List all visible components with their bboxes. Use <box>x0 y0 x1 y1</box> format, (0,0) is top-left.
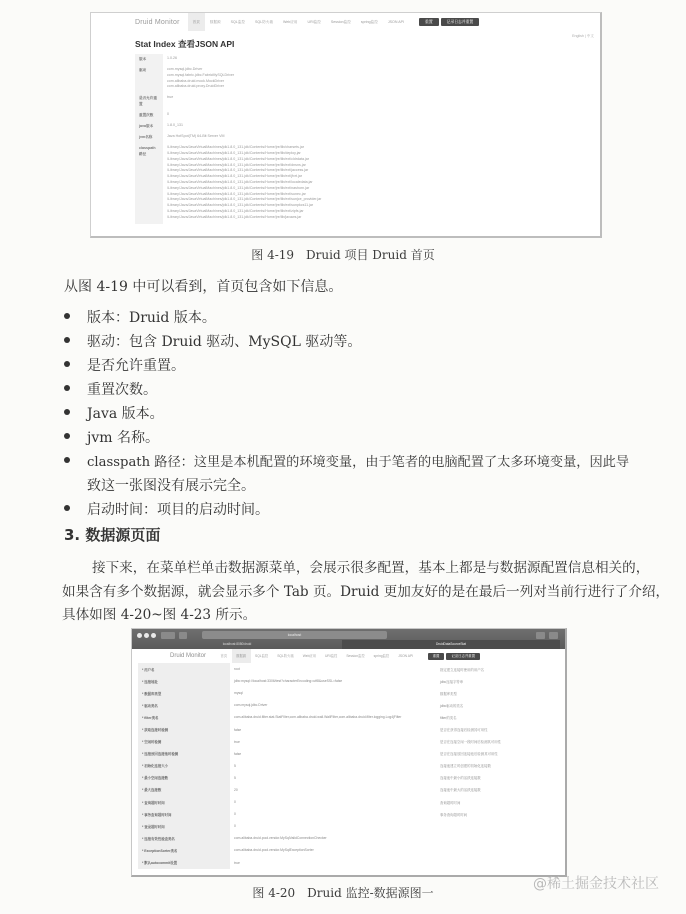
share-icon[interactable] <box>536 632 545 639</box>
table-row <box>138 784 562 796</box>
config-description <box>436 844 562 856</box>
nav-item-sql-firewall[interactable]: SQL防火墙 <box>254 20 273 24</box>
stat-value <box>163 110 565 121</box>
table-row <box>138 844 562 856</box>
config-description: 是否在连接空闲一段时间后检测其可用性 <box>440 740 502 745</box>
config-value: false <box>234 727 242 732</box>
nav-item-home[interactable]: 首页 <box>188 13 205 31</box>
table-row <box>138 687 562 699</box>
window-minimize-icon[interactable] <box>144 633 149 638</box>
stat-value <box>163 121 565 132</box>
stat-row <box>135 65 565 93</box>
config-description: 查询超时时间 <box>440 800 461 805</box>
stat-value-line: com.alibaba.druid.mock.MockDriver <box>167 78 225 83</box>
config-key: * 初始化连接大小 <box>138 760 230 772</box>
stat-value <box>163 65 565 93</box>
stat-value-line: com.mysql.jdbc.Driver <box>167 67 203 71</box>
nav-item-session-monitor[interactable]: Session监控 <box>330 20 351 24</box>
bullet-dot <box>64 385 70 391</box>
stat-row <box>135 143 565 223</box>
config-description <box>436 820 562 832</box>
config-value: true <box>234 739 240 744</box>
config-key: * 默认autocommit设置 <box>138 857 230 869</box>
datasource-config-table <box>138 663 562 869</box>
table-row <box>138 723 562 735</box>
config-key: * filter类名 <box>138 711 230 723</box>
stat-key: java版本 <box>135 121 163 132</box>
config-key: * 事务查询超时时间 <box>138 808 230 820</box>
config-value: com.alibaba.druid.pool.vendor.MySqlValidConnectionChecker <box>234 836 327 841</box>
stat-value-line: /Library/Java/JavaVirtualMachines/jdk1.8.0_131.jdk/Contents/Home/jre/lib/ext/cldrdata.jar <box>167 156 309 161</box>
stat-value-line: 0 <box>167 112 169 117</box>
bullet-dot <box>64 337 70 343</box>
config-description <box>436 857 562 869</box>
config-value: 0 <box>234 824 236 829</box>
paragraph-line: 具体如图 4-20~图 4-23 所示。 <box>62 607 257 623</box>
config-value: mysql <box>234 691 243 696</box>
stat-value-line: Java HotSpot(TM) 64-Bit Server VM <box>167 134 225 139</box>
config-description: jdbc连接字符串 <box>440 679 464 684</box>
stat-value <box>163 93 565 110</box>
nav-item-datasource[interactable]: 数据源 <box>209 20 221 24</box>
stat-value-line: 1.0.26 <box>167 56 177 60</box>
stat-index-title: Stat Index 查看JSON API <box>135 39 235 49</box>
stat-value-line: /Library/Java/JavaVirtualMachines/jdk1.8.0_131.jdk/Contents/Home/jre/lib/ext/jaccess.jar <box>167 168 309 173</box>
stat-value-line: /Library/Java/JavaVirtualMachines/jdk1.8.0_131.jdk/Contents/Home/jre/lib/ext/nashorn.jar <box>167 185 310 190</box>
stat-row <box>135 110 565 121</box>
bullet-dot <box>64 409 70 415</box>
stat-value <box>163 143 565 223</box>
nav-item-home[interactable]: 首页 <box>220 654 228 658</box>
config-key: * 连接放回连接池时检测 <box>138 748 230 760</box>
config-description: 事务查询超时时间 <box>440 812 468 817</box>
nav-item-sql-firewall[interactable]: SQL防火墙 <box>277 654 294 658</box>
config-key: * 登录超时时间 <box>138 820 230 832</box>
stat-value-line: 1.8.0_131 <box>167 123 183 128</box>
config-description: filter的类名 <box>440 715 457 720</box>
figure-druid-datasource-screenshot <box>131 628 567 877</box>
stat-value-line: /Library/Java/JavaVirtualMachines/jdk1.8.0_131.jdk/Contents/Home/jre/lib/ext/zipfs.jar <box>167 208 304 213</box>
config-key: * 最大连接数 <box>138 784 230 796</box>
browser-tab-active[interactable]: DruidDataSourceStat <box>342 640 560 649</box>
stat-value-line: /Library/Java/JavaVirtualMachines/jdk1.8.0_131.jdk/Contents/Home/jre/lib/javaws.jar <box>167 214 302 219</box>
config-key: * 空闲时检测 <box>138 736 230 748</box>
bullet-dot <box>64 361 70 367</box>
stat-key: 重置次数 <box>135 110 163 121</box>
table-row <box>138 699 562 711</box>
druid-nav-bar <box>132 649 565 663</box>
config-description: 是否在连接放回连接池后检测其可用性 <box>440 752 498 757</box>
browser-tab[interactable]: localhost:8080/druid <box>222 642 252 646</box>
table-row <box>138 832 562 844</box>
stat-value-line: /Library/Java/JavaVirtualMachines/jdk1.8.0_131.jdk/Contents/Home/jre/lib/ext/localedata.jar <box>167 179 313 184</box>
config-key: * ExceptionSorter类名 <box>138 844 230 856</box>
config-description: 指定建立连接时使用的用户名 <box>440 667 485 672</box>
stat-value <box>163 132 565 143</box>
stat-value-line: true <box>167 95 174 100</box>
table-row <box>138 760 562 772</box>
config-key: * 获取连接时检测 <box>138 723 230 735</box>
watermark: @稀土掘金技术社区 <box>533 876 659 892</box>
druid-brand: Druid Monitor <box>170 653 207 659</box>
paragraph-line: 接下来，在菜单栏单击数据源菜单，会展示很多配置，基本上都是与数据源配置信息相关的， <box>92 560 650 576</box>
config-value: 5 <box>234 763 236 768</box>
config-description: 连接池中最小的活跃连接数 <box>440 776 481 781</box>
stat-value-line: /Library/Java/JavaVirtualMachines/jdk1.8.0_131.jdk/Contents/Home/jre/lib/ext/sunpkcs11.jar <box>167 203 314 208</box>
config-key: * 连接地址 <box>138 675 230 687</box>
config-description <box>436 832 562 844</box>
config-description: 是否在获得连接后检测其可用性 <box>440 728 488 733</box>
stat-row <box>135 54 565 65</box>
config-value: 0 <box>234 800 236 805</box>
nav-item-uri-monitor[interactable]: URI监控 <box>325 654 338 658</box>
language-switch[interactable]: English | 中文 <box>572 34 594 38</box>
stat-key: classpath路径 <box>135 143 163 223</box>
window-zoom-icon[interactable] <box>151 633 156 638</box>
config-key: * 用户名 <box>138 663 230 675</box>
config-value: com.alibaba.druid.filter.stat.StatFilter,com.alibaba.druid.wall.WallFilter,com.alibaba.druid.filter.logging.Log4jFilter <box>234 715 402 720</box>
nav-item-json-api[interactable]: JSON API <box>398 654 414 658</box>
stat-value-line: /Library/Java/JavaVirtualMachines/jdk1.8.0_131.jdk/Contents/Home/jre/lib/ext/jfxrt.jar <box>167 174 302 179</box>
section-title: 3. 数据源页面 <box>64 526 161 544</box>
nav-item-spring-monitor[interactable]: spring监控 <box>373 654 390 658</box>
paragraph-line: 如果含有多个数据源，就会显示多个 Tab 页。Druid 更加友好的是在最后一列对当前行进行了介绍， <box>62 584 670 600</box>
nav-item-spring-monitor[interactable]: spring监控 <box>360 20 378 24</box>
config-value: false <box>234 751 242 756</box>
figure-caption: 图 4-20 Druid 监控-数据源图一 <box>252 886 434 900</box>
figure-caption: 图 4-19 Druid 项目 Druid 首页 <box>251 248 435 262</box>
browser-tab-bar <box>132 640 565 649</box>
stat-key: 是否允许重置 <box>135 93 163 110</box>
stat-row <box>135 132 565 143</box>
log-and-reset-button[interactable]: 记录日志并重置 <box>441 18 480 26</box>
config-key: * 数据库类型 <box>138 687 230 699</box>
address-bar[interactable] <box>202 631 387 639</box>
table-row <box>138 808 562 820</box>
nav-item-sql-monitor[interactable]: SQL监控 <box>255 654 269 658</box>
config-value: 5 <box>234 775 236 780</box>
back-forward-icon[interactable] <box>161 632 175 639</box>
nav-item-web-app[interactable]: Web应用 <box>302 654 317 658</box>
nav-item-session-monitor[interactable]: Session监控 <box>346 654 365 658</box>
table-row <box>138 820 562 832</box>
stat-row <box>135 93 565 110</box>
config-value: com.mysql.jdbc.Driver <box>234 703 268 708</box>
reset-button[interactable]: 重置 <box>428 653 445 660</box>
table-row <box>138 857 562 869</box>
stat-value-line: com.mysql.fabric.jdbc.FabricMySQLDriver <box>167 72 235 77</box>
reset-button[interactable]: 重置 <box>419 18 439 26</box>
window-close-icon[interactable] <box>137 633 142 638</box>
address-bar-url: localhost <box>287 633 302 637</box>
config-description: 数据库类型 <box>440 691 457 696</box>
stat-row <box>135 121 565 132</box>
table-row <box>138 711 562 723</box>
druid-nav-bar <box>91 13 600 31</box>
config-value: root <box>234 667 240 672</box>
bullet-dot <box>64 313 70 319</box>
bullet-dot <box>64 457 70 463</box>
stat-key: 版本 <box>135 54 163 65</box>
config-description: 连接池建立时创建的初始化连接数 <box>440 764 491 769</box>
table-row <box>138 772 562 784</box>
log-and-reset-button[interactable]: 记录日志并重置 <box>446 653 480 660</box>
nav-item-json-api[interactable]: JSON API <box>387 20 405 24</box>
nav-item-sql-monitor[interactable]: SQL监控 <box>230 20 245 24</box>
sidebar-icon[interactable] <box>179 632 187 639</box>
stat-key: 驱动 <box>135 65 163 93</box>
table-row <box>138 796 562 808</box>
config-description: jdbc驱动的类名 <box>440 703 464 708</box>
stat-index-table <box>135 54 565 224</box>
stat-value-line: /Library/Java/JavaVirtualMachines/jdk1.8.0_131.jdk/Contents/Home/jre/lib/ext/sunec.jar <box>167 191 306 196</box>
config-value: 20 <box>234 787 238 792</box>
config-value: 0 <box>234 812 236 817</box>
stat-value-line: /Library/Java/JavaVirtualMachines/jdk1.8.0_131.jdk/Contents/Home/jre/lib/charsets.jar <box>167 145 304 150</box>
browser-title-bar <box>132 629 565 649</box>
bullet-dot <box>64 433 70 439</box>
stat-value-line: /Library/Java/JavaVirtualMachines/jdk1.8.0_131.jdk/Contents/Home/jre/lib/deploy.jar <box>167 150 301 155</box>
table-row <box>138 663 562 675</box>
nav-item-uri-monitor[interactable]: URI监控 <box>307 20 321 24</box>
config-key: * 连接有效性检查类名 <box>138 832 230 844</box>
config-value: true <box>234 860 240 865</box>
stat-value-line: /Library/Java/JavaVirtualMachines/jdk1.8.0_131.jdk/Contents/Home/jre/lib/ext/sunjce_provider.jar <box>167 197 322 202</box>
config-key: * 驱动类名 <box>138 699 230 711</box>
intro-paragraph: 从图 4-19 中可以看到，首页包含如下信息。 <box>64 279 343 295</box>
druid-brand: Druid Monitor <box>135 18 180 26</box>
table-row <box>138 675 562 687</box>
stat-value-line: com.alibaba.druid.proxy.DruidDriver <box>167 84 225 89</box>
config-key: * 查询超时时间 <box>138 796 230 808</box>
stat-value <box>163 54 565 65</box>
nav-item-web-app[interactable]: Web应用 <box>282 20 298 24</box>
figure-druid-index-screenshot <box>90 12 602 238</box>
config-value: jdbc:mysql://localhost:3306/test?characterEncoding=utf8&useSSL=false <box>234 679 343 684</box>
nav-item-datasource[interactable]: 数据源 <box>232 649 251 663</box>
config-value: com.alibaba.druid.pool.vendor.MySqlExceptionSorter <box>234 848 314 853</box>
table-row <box>138 736 562 748</box>
config-description: 连接池中最大的活跃连接数 <box>440 788 481 793</box>
table-row <box>138 748 562 760</box>
stat-value-line: /Library/Java/JavaVirtualMachines/jdk1.8.0_131.jdk/Contents/Home/jre/lib/ext/dnsns.jar <box>167 162 306 167</box>
new-tab-icon[interactable] <box>549 632 558 639</box>
config-key: * 最小空闲连接数 <box>138 772 230 784</box>
stat-key: jvm名称 <box>135 132 163 143</box>
bullet-dot <box>64 505 70 511</box>
